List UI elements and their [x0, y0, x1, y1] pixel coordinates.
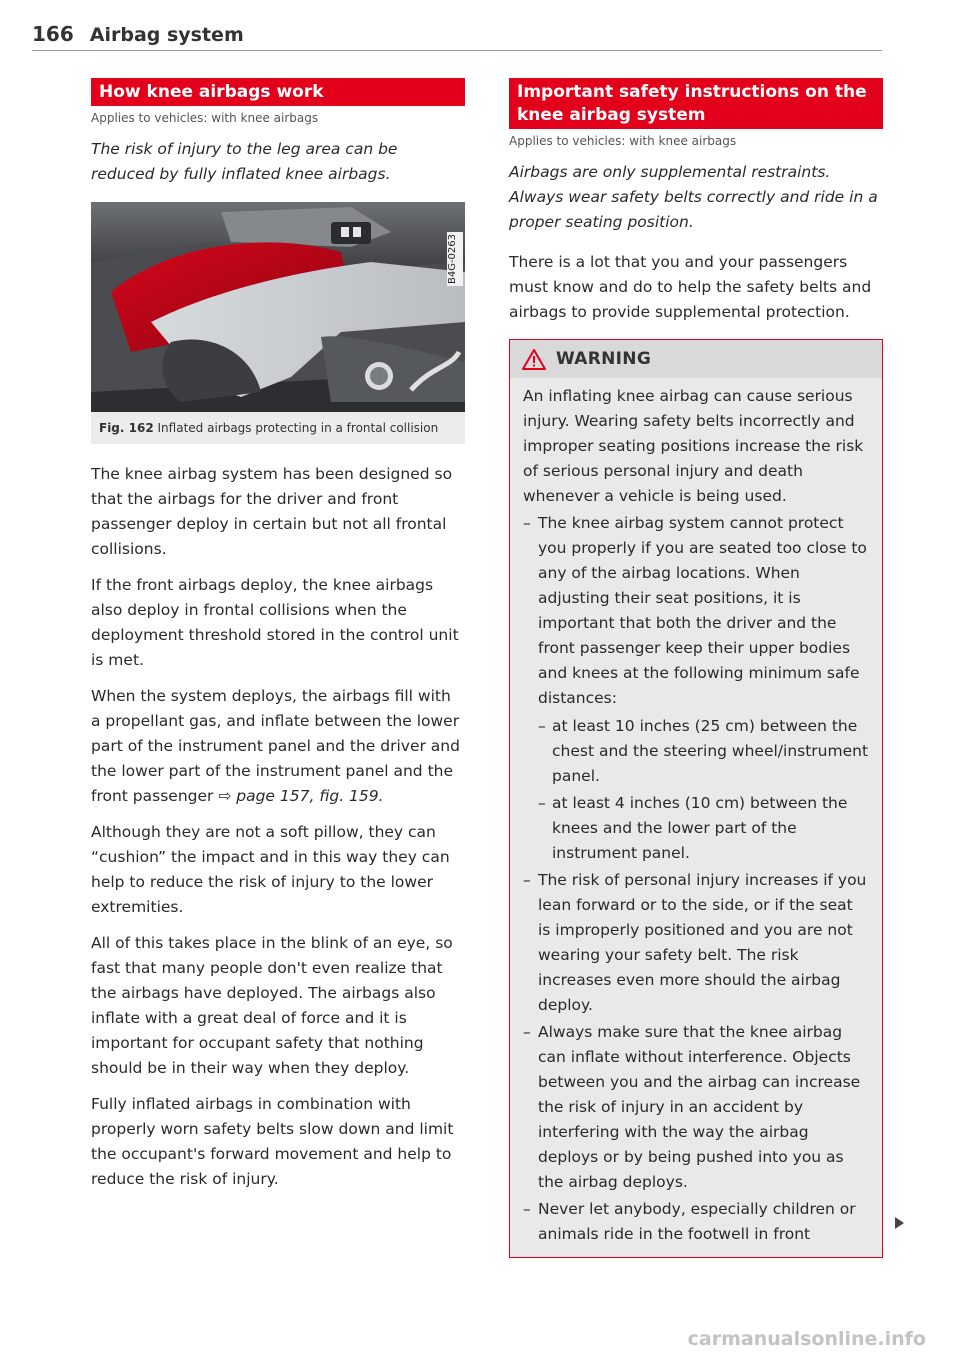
applies-to-note: Applies to vehicles: with knee airbags: [509, 134, 737, 148]
knee-airbag-illustration: [91, 202, 465, 412]
page-number: 166: [32, 22, 74, 46]
warning-label: WARNING: [556, 349, 652, 369]
warning-item: – The risk of personal injury increases if you lean forward or to the side, or if the seat is improperly positioned and you are not wearing your safety belt. The risk increases even more should the airbag deploy.: [523, 868, 870, 1018]
sublist-item: – at least 4 inches (10 cm) between the knees and the lower part of the instrument panel.: [538, 791, 870, 866]
warning-item: – Never let anybody, especially children or animals ride in the footwell in front: [523, 1197, 870, 1247]
right-column: [509, 78, 883, 1258]
left-column: [91, 78, 465, 1203]
airbag-photo-graphic: [91, 202, 465, 412]
paragraph: Fully inflated airbags in combination with properly worn safety belts slow down and limit the occupant's forward movement and help to reduce the risk of injury.: [91, 1095, 454, 1188]
page-reference-link[interactable]: ⇨ page 157, fig. 159.: [218, 787, 384, 805]
warning-list: [523, 511, 870, 1247]
warning-item: [523, 511, 870, 866]
lead-text: The risk of injury to the leg area can be reduced by fully inflated knee airbags.: [91, 140, 398, 183]
paragraph: There is a lot that you and your passengers must know and do to help the safety belts and airbags to provide supplemental protection.: [509, 253, 872, 321]
watermark: carmanualsonline.info: [687, 1328, 926, 1350]
paragraph: If the front airbags deploy, the knee airbags also deploy in frontal collisions when the deployment threshold stored in the control unit is met.: [91, 576, 459, 669]
paragraph: The knee airbag system has been designed so that the airbags for the driver and front passenger deploy in certain but not all frontal collisions.: [91, 465, 453, 558]
warning-header: [510, 340, 882, 378]
lead-text: Airbags are only supplemental restraints. Always wear safety belts correctly and ride in a proper seating position.: [509, 163, 878, 231]
warning-item: – Always make sure that the knee airbag can inflate without interference. Objects between you and the airbag can increase the risk of injury in an accident by interfering with the way the airbag deploys or by being pushed into you as the airbag deploys.: [523, 1020, 870, 1195]
distance-sublist: [538, 714, 870, 866]
applies-to-note: Applies to vehicles: with knee airbags: [91, 111, 319, 125]
continue-arrow-icon: [895, 1217, 904, 1229]
paragraph: All of this takes place in the blink of an eye, so fast that many people don't even realize that the airbags have deployed. The airbags also inflate with a great deal of force and it is important for occupant safety that nothing should be in their way when they deploy.: [91, 934, 453, 1077]
warning-body: [510, 378, 882, 1257]
warning-box: [509, 339, 883, 1258]
figure-caption: [91, 412, 465, 438]
running-title: Airbag system: [89, 24, 244, 46]
sublist-item: – at least 10 inches (25 cm) between the chest and the steering wheel/instrument panel.: [538, 714, 870, 789]
caption-label: Fig. 162: [99, 421, 154, 435]
warning-triangle-icon: [522, 349, 546, 370]
section-heading-knee-airbags-work: How knee airbags work: [91, 78, 465, 106]
paragraph-with-page-ref: [91, 684, 465, 809]
caption-text: Inflated airbags protecting in a frontal collision: [157, 421, 439, 435]
figure-162: [91, 202, 465, 444]
page-header: [32, 22, 882, 51]
warning-intro: An inflating knee airbag can cause serious injury. Wearing safety belts incorrectly and improper seating positions increase the risk of serious personal injury and death whenever a vehicle is being used.: [523, 387, 864, 505]
section-heading-safety-instructions: Important safety instructions on the knee airbag system: [509, 78, 883, 129]
figure-code: B4G-0263: [447, 232, 463, 286]
paragraph-text: When the system deploys, the airbags fill with a propellant gas, and inflate between the lower part of the instrument panel and the driver and the lower part of the instrument panel and the front passenger: [91, 687, 460, 805]
warning-item-text: The knee airbag system cannot protect you properly if you are seated too close to any of the airbag locations. When adjusting their seat positions, it is important that both the driver and the front passenger keep their upper bodies and knees at the following minimum safe distances:: [538, 514, 867, 707]
paragraph: Although they are not a soft pillow, they can “cushion” the impact and in this way they can help to reduce the risk of injury to the lower extremities.: [91, 823, 450, 916]
